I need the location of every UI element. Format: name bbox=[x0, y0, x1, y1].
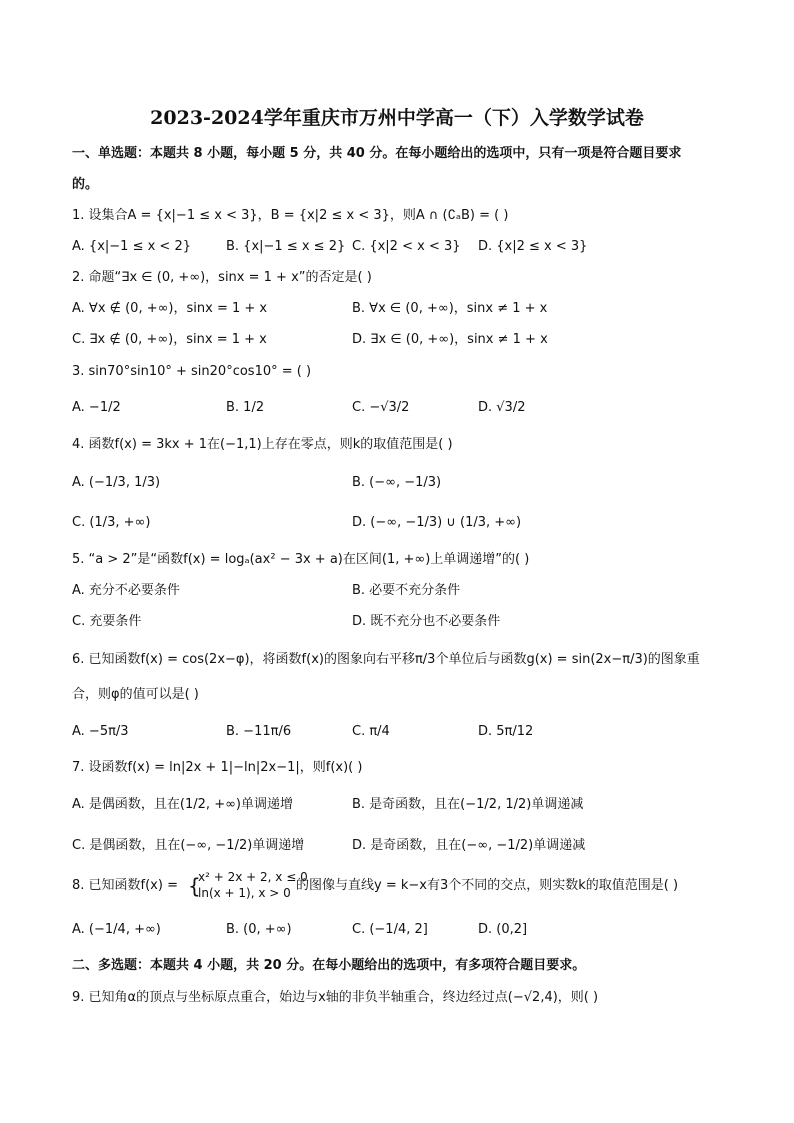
q1-option-d: D. {x|2 ≤ x < 3} bbox=[478, 239, 588, 254]
q8-brace: { bbox=[188, 874, 201, 898]
q8-option-c: C. (−1/4, 2] bbox=[352, 922, 428, 937]
q6-stem-continued: 合，则φ的值可以是( ) bbox=[72, 687, 199, 702]
q3-option-c: C. −√3/2 bbox=[352, 400, 410, 415]
q1-option-b: B. {x|−1 ≤ x ≤ 2} bbox=[226, 239, 346, 254]
q7-stem: 7. 设函数f(x) = ln|2x + 1|−ln|2x−1|，则f(x)( ) bbox=[72, 760, 363, 775]
section-multiple-choice: 二、多选题：本题共 4 小题，共 20 分。在每小题给出的选项中，有多项符合题目要求。 bbox=[72, 958, 586, 973]
q2-stem: 2. 命题“∃x ∈ (0, +∞)，sinx = 1 + x”的否定是( ) bbox=[72, 270, 372, 285]
q6-option-a: A. −5π/3 bbox=[72, 724, 129, 739]
q5-option-a: A. 充分不必要条件 bbox=[72, 583, 180, 598]
q6-option-b: B. −11π/6 bbox=[226, 724, 292, 739]
q5-option-c: C. 充要条件 bbox=[72, 614, 142, 629]
section-single-choice-line1: 一、单选题：本题共 8 小题，每小题 5 分，共 40 分。在每小题给出的选项中，只有一项是符合题目要求 bbox=[72, 146, 682, 161]
q6-stem: 6. 已知函数f(x) = cos(2x−φ)，将函数f(x)的图象向右平移π/3个单位后与函数g(x) = sin(2x−π/3)的图象重 bbox=[72, 652, 700, 667]
q6-option-c: C. π/4 bbox=[352, 724, 390, 739]
q2-option-b: B. ∀x ∈ (0, +∞)，sinx ≠ 1 + x bbox=[352, 301, 548, 316]
q5-option-b: B. 必要不充分条件 bbox=[352, 583, 461, 598]
section-single-choice-line2: 的。 bbox=[72, 177, 99, 192]
q3-stem: 3. sin70°sin10° + sin20°cos10° = ( ) bbox=[72, 364, 312, 379]
q5-stem: 5. “a > 2”是“函数f(x) = logₐ(ax² − 3x + a)在区间(1, +∞)上单调递增”的( ) bbox=[72, 552, 530, 567]
q4-option-d: D. (−∞, −1/3) ∪ (1/3, +∞) bbox=[352, 515, 522, 530]
q7-option-c: C. 是偶函数，且在(−∞, −1/2)单调递增 bbox=[72, 838, 305, 853]
q7-option-a: A. 是偶函数，且在(1/2, +∞)单调递增 bbox=[72, 797, 293, 812]
exam-title: 2023-2024学年重庆市万州中学高一（下）入学数学试卷 bbox=[150, 107, 644, 129]
q8-piece-2: ln(x + 1), x > 0 bbox=[198, 886, 291, 900]
q2-option-d: D. ∃x ∈ (0, +∞)，sinx ≠ 1 + x bbox=[352, 332, 548, 347]
q8-option-b: B. (0, +∞) bbox=[226, 922, 292, 937]
q8-piece-1: x² + 2x + 2, x ≤ 0 bbox=[198, 870, 308, 884]
q6-option-d: D. 5π/12 bbox=[478, 724, 534, 739]
q5-option-d: D. 既不充分也不必要条件 bbox=[352, 614, 501, 629]
q8-option-d: D. (0,2] bbox=[478, 922, 528, 937]
q4-option-b: B. (−∞, −1/3) bbox=[352, 475, 442, 490]
q3-option-a: A. −1/2 bbox=[72, 400, 121, 415]
q2-option-c: C. ∃x ∉ (0, +∞)，sinx = 1 + x bbox=[72, 332, 267, 347]
q4-stem: 4. 函数f(x) = 3kx + 1在(−1,1)上存在零点，则k的取值范围是( ) bbox=[72, 437, 453, 452]
q1-option-a: A. {x|−1 ≤ x < 2} bbox=[72, 239, 191, 254]
q1-option-c: C. {x|2 < x < 3} bbox=[352, 239, 461, 254]
q4-option-a: A. (−1/3, 1/3) bbox=[72, 475, 161, 490]
q3-option-d: D. √3/2 bbox=[478, 400, 526, 415]
q4-option-c: C. (1/3, +∞) bbox=[72, 515, 151, 530]
q7-option-b: B. 是奇函数，且在(−1/2, 1/2)单调递减 bbox=[352, 797, 584, 812]
q3-option-b: B. 1/2 bbox=[226, 400, 265, 415]
q8-stem-end: 的图像与直线y = k−x有3个不同的交点，则实数k的取值范围是( ) bbox=[296, 878, 679, 893]
q1-stem: 1. 设集合A = {x|−1 ≤ x < 3}，B = {x|2 ≤ x < 3}，则A ∩ (∁ₐB) = ( ) bbox=[72, 208, 509, 223]
q2-option-a: A. ∀x ∉ (0, +∞)，sinx = 1 + x bbox=[72, 301, 268, 316]
q7-option-d: D. 是奇函数，且在(−∞, −1/2)单调递减 bbox=[352, 838, 586, 853]
q8-stem-start: 8. 已知函数f(x) = bbox=[72, 878, 178, 893]
q8-option-a: A. (−1/4, +∞) bbox=[72, 922, 161, 937]
q9-stem: 9. 已知角α的顶点与坐标原点重合，始边与x轴的非负半轴重合，终边经过点(−√2,4)，则( ) bbox=[72, 990, 599, 1005]
